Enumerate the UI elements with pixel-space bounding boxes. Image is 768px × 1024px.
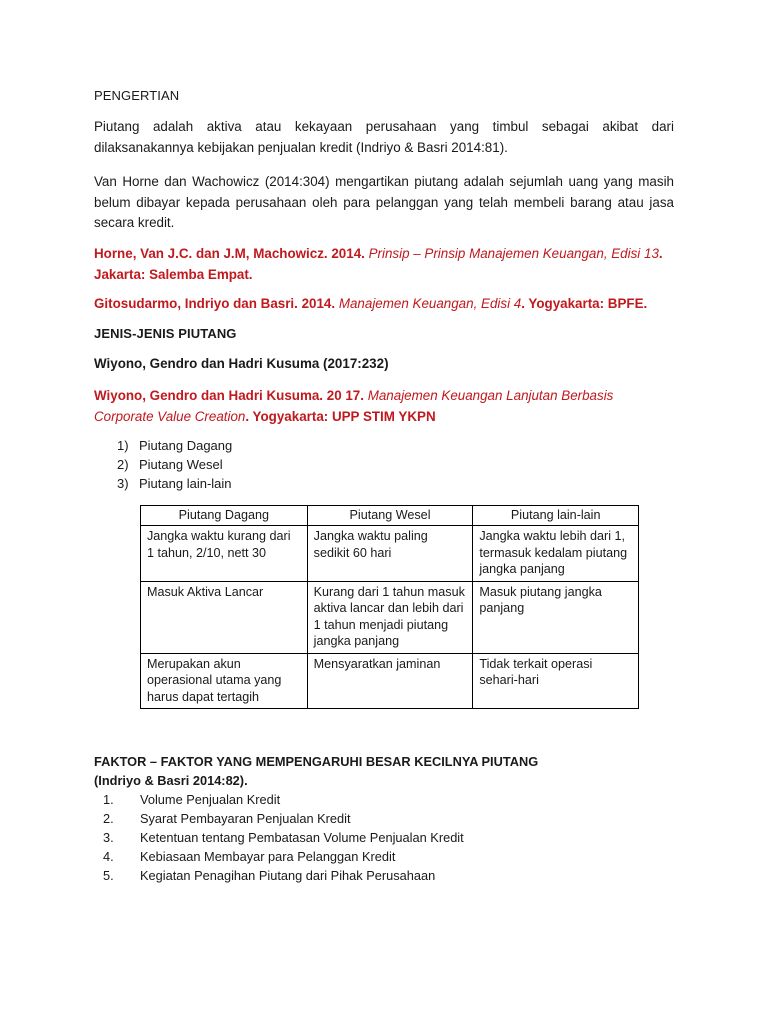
list-number: 1) — [117, 438, 129, 453]
list-item — [117, 436, 232, 455]
list-number: 3) — [117, 476, 129, 491]
factors-list — [103, 790, 464, 885]
table-cell: Jangka waktu paling sedikit 60 hari — [307, 526, 473, 582]
list-number: 4. — [103, 849, 114, 864]
list-item — [103, 847, 464, 866]
table-cell: Jangka waktu kurang dari 1 tahun, 2/10, nett 30 — [141, 526, 308, 582]
table-header-row — [141, 506, 639, 526]
types-list — [117, 436, 232, 493]
reference-publisher: . Yogyakarta: UPP STIM YKPN — [245, 408, 436, 424]
reference-authors: Horne, Van J.C. dan J.M, Machowicz. 2014. — [94, 246, 369, 261]
table-header-cell: Piutang Wesel — [307, 506, 473, 526]
list-number: 2) — [117, 457, 129, 472]
list-number: 1. — [103, 792, 114, 807]
list-item — [103, 866, 464, 885]
list-label: Volume Penjualan Kredit — [140, 792, 281, 807]
table-cell: Mensyaratkan jaminan — [307, 653, 473, 709]
reference-publisher: . Jakarta: Salemba Empat. — [94, 246, 663, 282]
reference-authors: Gitosudarmo, Indriyo dan Basri. 2014. — [94, 296, 339, 311]
list-number: 2. — [103, 811, 114, 826]
list-label: Piutang Wesel — [139, 457, 223, 472]
reference-gitosudarmo — [94, 294, 674, 315]
table-row — [141, 653, 639, 709]
list-label: Piutang Dagang — [139, 438, 233, 453]
list-item — [117, 474, 232, 493]
list-item — [103, 790, 464, 809]
definition-paragraph-1: Piutang adalah aktiva atau kekayaan perusahaan yang timbul sebagai akibat dari dilaksanakannya kebijakan penjualan kredit (Indriyo & Basri 2014:81). — [94, 119, 674, 155]
list-label: Ketentuan tentang Pembatasan Volume Penjualan Kredit — [140, 830, 464, 845]
table-header-cell: Piutang Dagang — [141, 506, 308, 526]
table-row — [141, 581, 639, 653]
reference-wiyono — [94, 386, 654, 427]
section-heading-faktor — [94, 752, 694, 790]
list-number: 5. — [103, 868, 114, 883]
list-item — [117, 455, 232, 474]
faktor-heading-text: FAKTOR – FAKTOR YANG MEMPENGARUHI BESAR KECILNYA PIUTANG — [94, 754, 539, 769]
table-header-cell: Piutang lain-lain — [473, 506, 639, 526]
piutang-comparison-table — [140, 505, 639, 709]
section-heading-jenis-piutang: JENIS-JENIS PIUTANG — [94, 326, 237, 341]
citation-wiyono: Wiyono, Gendro dan Hadri Kusuma (2017:232) — [94, 356, 389, 371]
reference-horne — [94, 244, 674, 285]
list-number: 3. — [103, 830, 114, 845]
section-heading-pengertian: PENGERTIAN — [94, 88, 180, 103]
reference-authors: Wiyono, Gendro dan Hadri Kusuma. 20 17. — [94, 388, 368, 403]
table-row — [141, 526, 639, 582]
reference-title: Manajemen Keuangan Lanjutan Berbasis Corporate Value Creation — [94, 388, 614, 424]
list-label: Syarat Pembayaran Penjualan Kredit — [140, 811, 351, 826]
table-cell: Kurang dari 1 tahun masuk aktiva lancar dan lebih dari 1 tahun menjadi piutang jangka panjang — [307, 581, 473, 653]
list-item — [103, 809, 464, 828]
table-cell: Tidak terkait operasi sehari-hari — [473, 653, 639, 709]
faktor-citation: (Indriyo & Basri 2014:82). — [94, 773, 248, 788]
list-item — [103, 828, 464, 847]
list-label: Kebiasaan Membayar para Pelanggan Kredit — [140, 849, 396, 864]
reference-publisher: . Yogyakarta: BPFE. — [521, 296, 648, 311]
table-cell: Jangka waktu lebih dari 1, termasuk kedalam piutang jangka panjang — [473, 526, 639, 582]
definition-paragraph-2: Van Horne dan Wachowicz (2014:304) mengartikan piutang adalah sejumlah uang yang masih belum dibayar kepada perusahaan oleh para pelanggan yang telah membeli barang atau jasa secara kredit. — [94, 174, 674, 230]
list-label: Piutang lain-lain — [139, 476, 232, 491]
list-label: Kegiatan Penagihan Piutang dari Pihak Perusahaan — [140, 868, 436, 883]
table-cell: Masuk Aktiva Lancar — [141, 581, 308, 653]
table-cell: Masuk piutang jangka panjang — [473, 581, 639, 653]
reference-title: Manajemen Keuangan, Edisi 4 — [338, 296, 522, 311]
table-cell: Merupakan akun operasional utama yang harus dapat tertagih — [141, 653, 308, 709]
reference-title: Prinsip – Prinsip Manajemen Keuangan, Edisi 13 — [368, 246, 659, 261]
